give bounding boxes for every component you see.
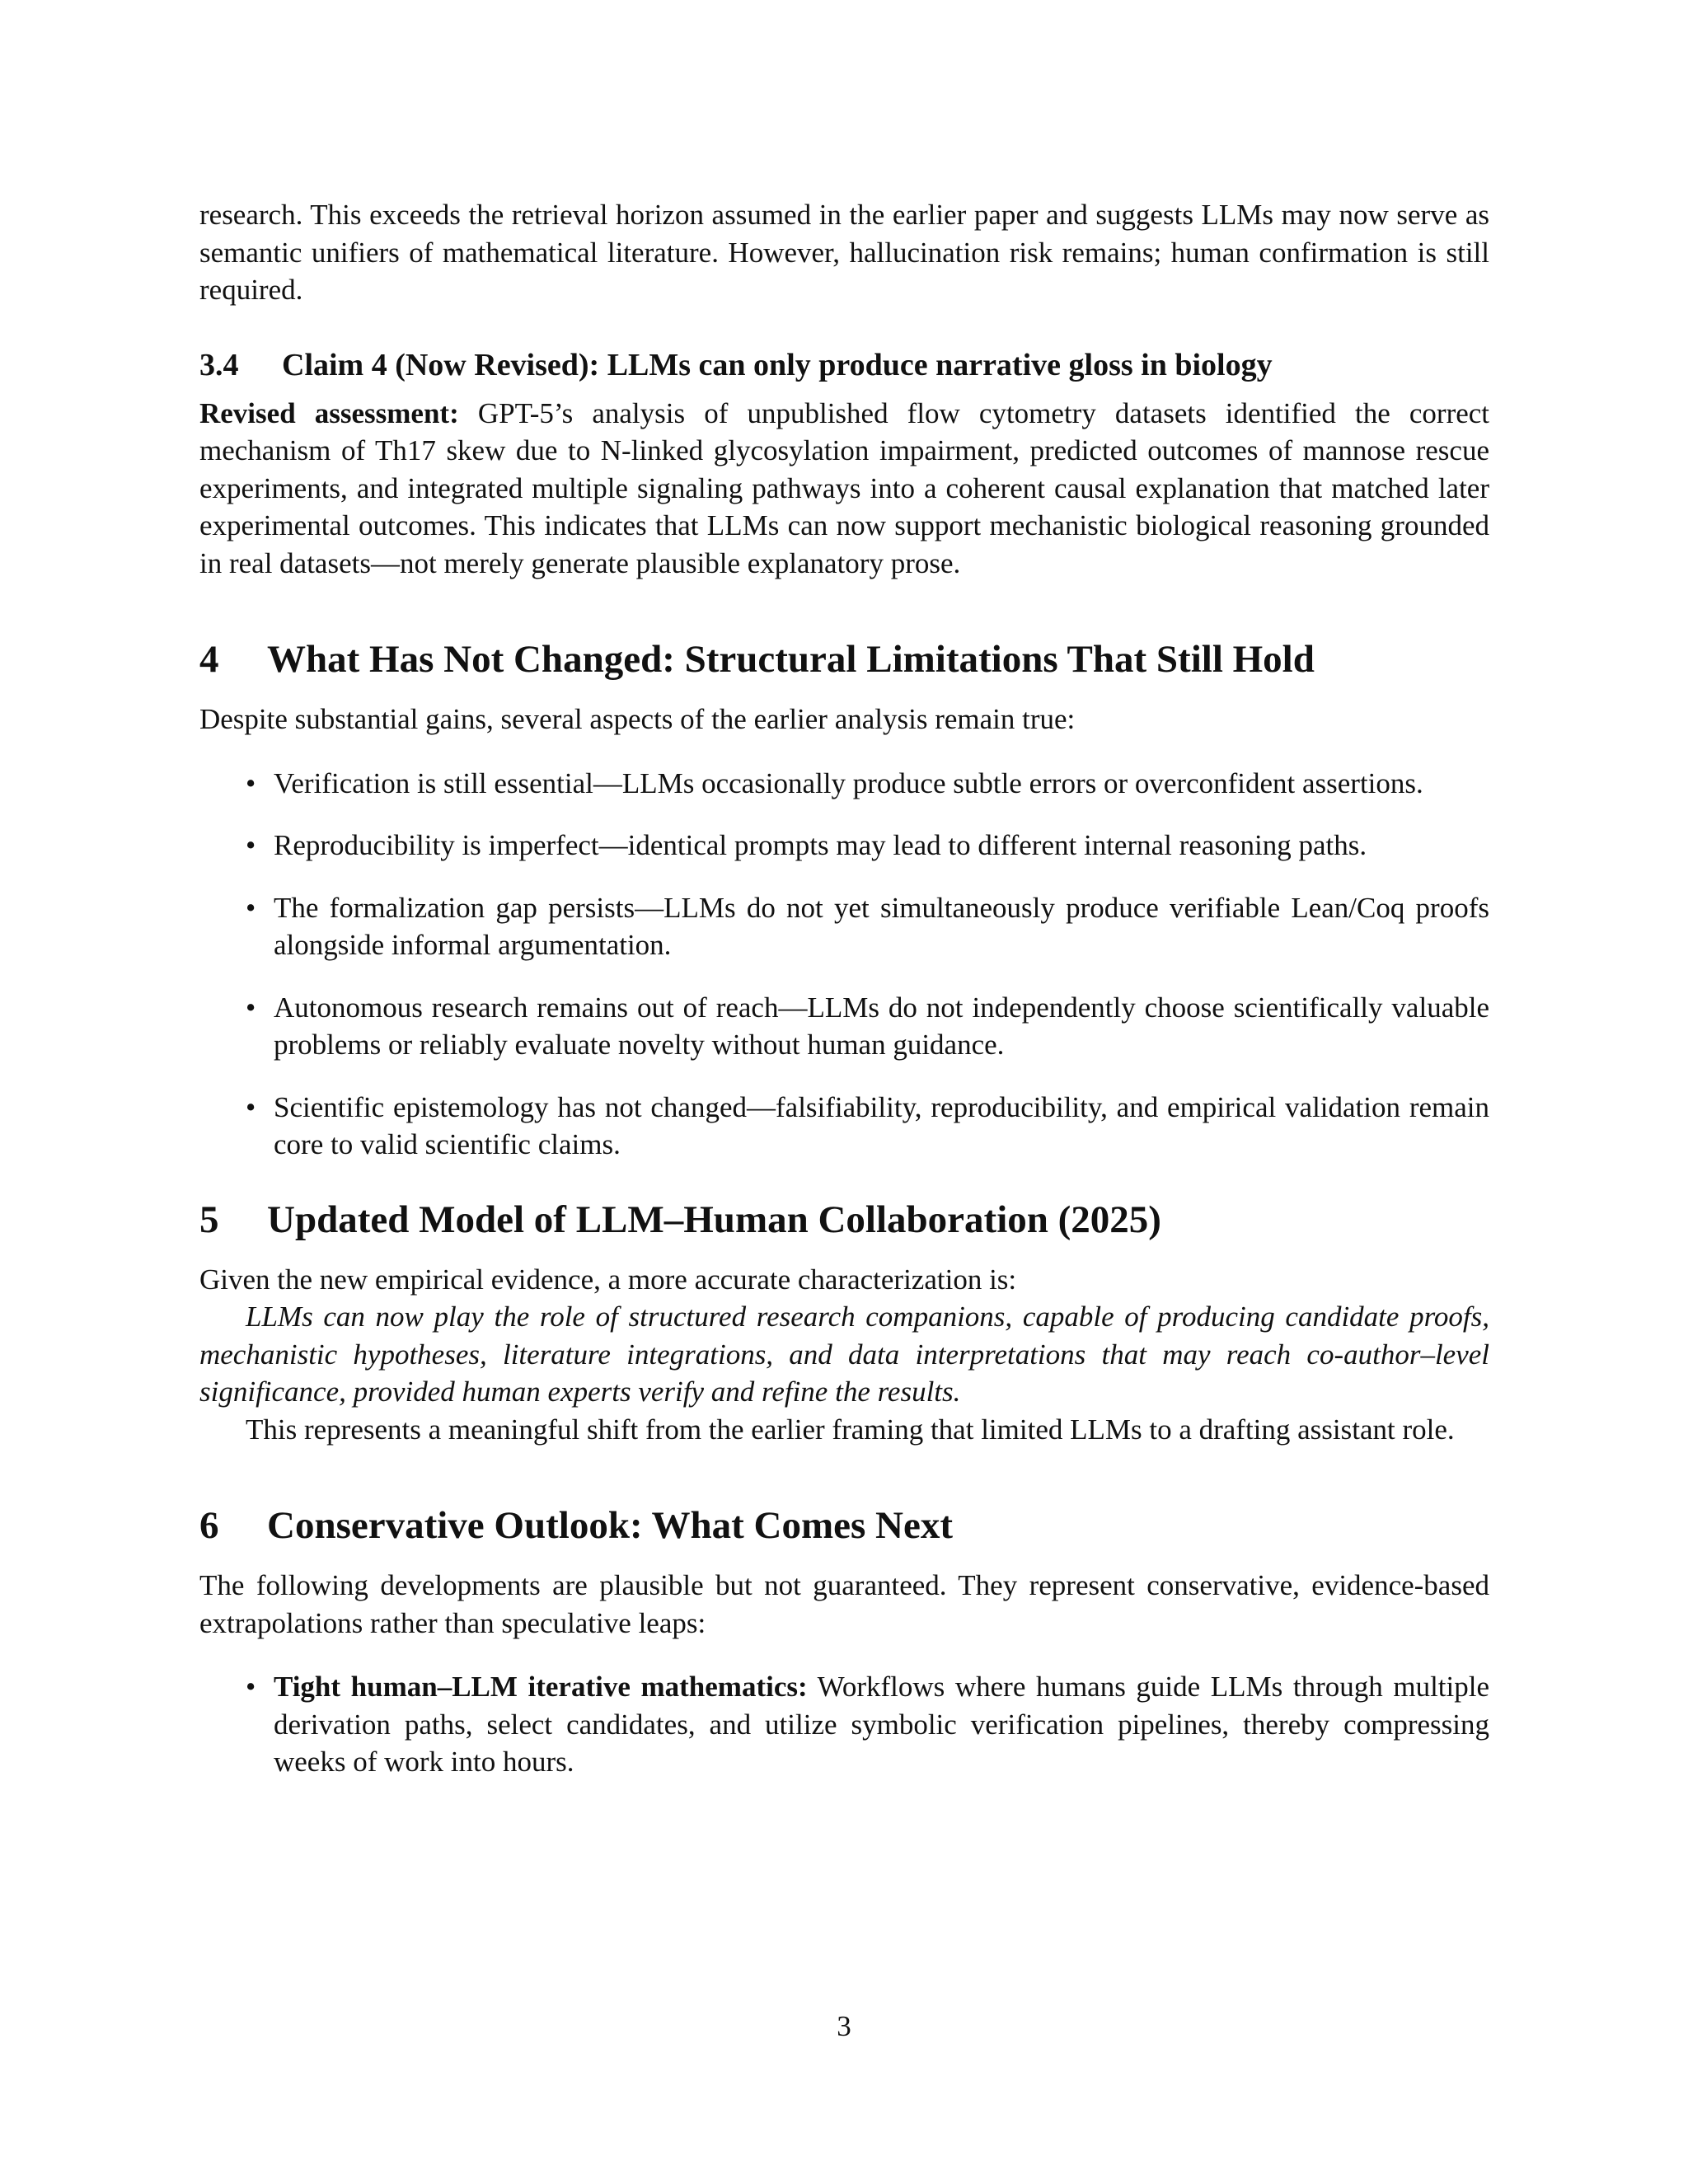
list-item (246, 1668, 1489, 1781)
page-number: 3 (837, 2010, 851, 2042)
section-title: Conservative Outlook: What Comes Next (267, 1504, 954, 1547)
section-heading-5 (199, 1195, 1489, 1244)
subsection-3-4-body (199, 395, 1489, 583)
bullet-icon: • (246, 829, 256, 861)
bullet-lead: Tight human–LLM iterative mathematics: (274, 1671, 808, 1703)
bullet-text: Workflows where humans guide LLMs through multiple derivation paths, select candidates, and utilize symbolic verification pipelines, thereby compressing weeks of work into hours. (274, 1671, 1489, 1778)
subsection-heading-3-4 (199, 345, 1489, 385)
bullet-icon: • (246, 891, 256, 924)
section-number: 6 (199, 1504, 219, 1547)
revised-assessment-text: GPT-5’s analysis of unpublished flow cytometry datasets identified the correct mechanism of Th17 skew due to N-linked glycosylation impairment, predicted outcomes of mannose rescue experiments, and integrated multiple signaling pathways into a coherent causal explanation that matched later experimental outcomes. This indicates that LLMs can now support mechanistic biological reasoning grounded in real datasets—not merely generate plausible explanatory prose. (199, 396, 1490, 579)
section-4-bullet-list (199, 765, 1489, 1164)
list-item: • Autonomous research remains out of reach—LLMs do not independently choose scientifically valuable problems or reliably evaluate novelty without human guidance. (274, 989, 1489, 1064)
bullet-icon: • (246, 1671, 256, 1703)
section-6-intro: The following developments are plausible but not guaranteed. They represent conservative, evidence-based extrapolations rather than speculative leaps: (199, 1569, 1489, 1639)
section-4-intro: Despite substantial gains, several aspects of the earlier analysis remain true: (199, 703, 1076, 735)
section-5-intro: Given the new empirical evidence, a more accurate characterization is: (199, 1263, 1017, 1296)
list-item: • Scientific epistemology has not changed—falsifiability, reproducibility, and empirical validation remain core to valid scientific claims. (274, 1089, 1489, 1164)
section-number: 4 (199, 638, 219, 681)
list-item: • Verification is still essential—LLMs occasionally produce subtle errors or overconfident assertions. (274, 765, 1489, 803)
section-number: 5 (199, 1197, 219, 1241)
subsection-number: 3.4 (199, 347, 239, 382)
section-title: What Has Not Changed: Structural Limitations That Still Hold (267, 638, 1315, 681)
section-5-quote: LLMs can now play the role of structured research companions, capable of producing candidate proofs, mechanistic hypotheses, literature integrations, and data interpretations that may reach co-author–level significance, provided human experts verify and refine the results. (199, 1301, 1489, 1408)
bullet-icon: • (246, 766, 256, 799)
page-content (199, 196, 1489, 1806)
section-heading-6 (199, 1501, 1489, 1550)
intro-paragraph: research. This exceeds the retrieval horizon assumed in the earlier paper and suggests LLMs may now serve as semantic unifiers of mathematical literature. However, hallucination risk remains; human confirmation is still required. (199, 199, 1489, 306)
bullet-icon: • (246, 1090, 256, 1123)
section-heading-4 (199, 635, 1489, 684)
section-6-bullet-list (199, 1668, 1489, 1781)
list-item: • Reproducibility is imperfect—identical prompts may lead to different internal reasoning paths. (274, 827, 1489, 865)
revised-assessment-label: Revised assessment: (199, 396, 459, 429)
section-5-closing: This represents a meaningful shift from the earlier framing that limited LLMs to a drafting assistant role. (246, 1413, 1455, 1446)
bullet-icon: • (246, 991, 256, 1024)
subsection-title: Claim 4 (Now Revised): LLMs can only produce narrative gloss in biology (282, 347, 1273, 382)
list-item: • The formalization gap persists—LLMs do not yet simultaneously produce verifiable Lean/Coq proofs alongside informal argumentation. (274, 889, 1489, 964)
section-title: Updated Model of LLM–Human Collaboration (2025) (267, 1197, 1161, 1241)
